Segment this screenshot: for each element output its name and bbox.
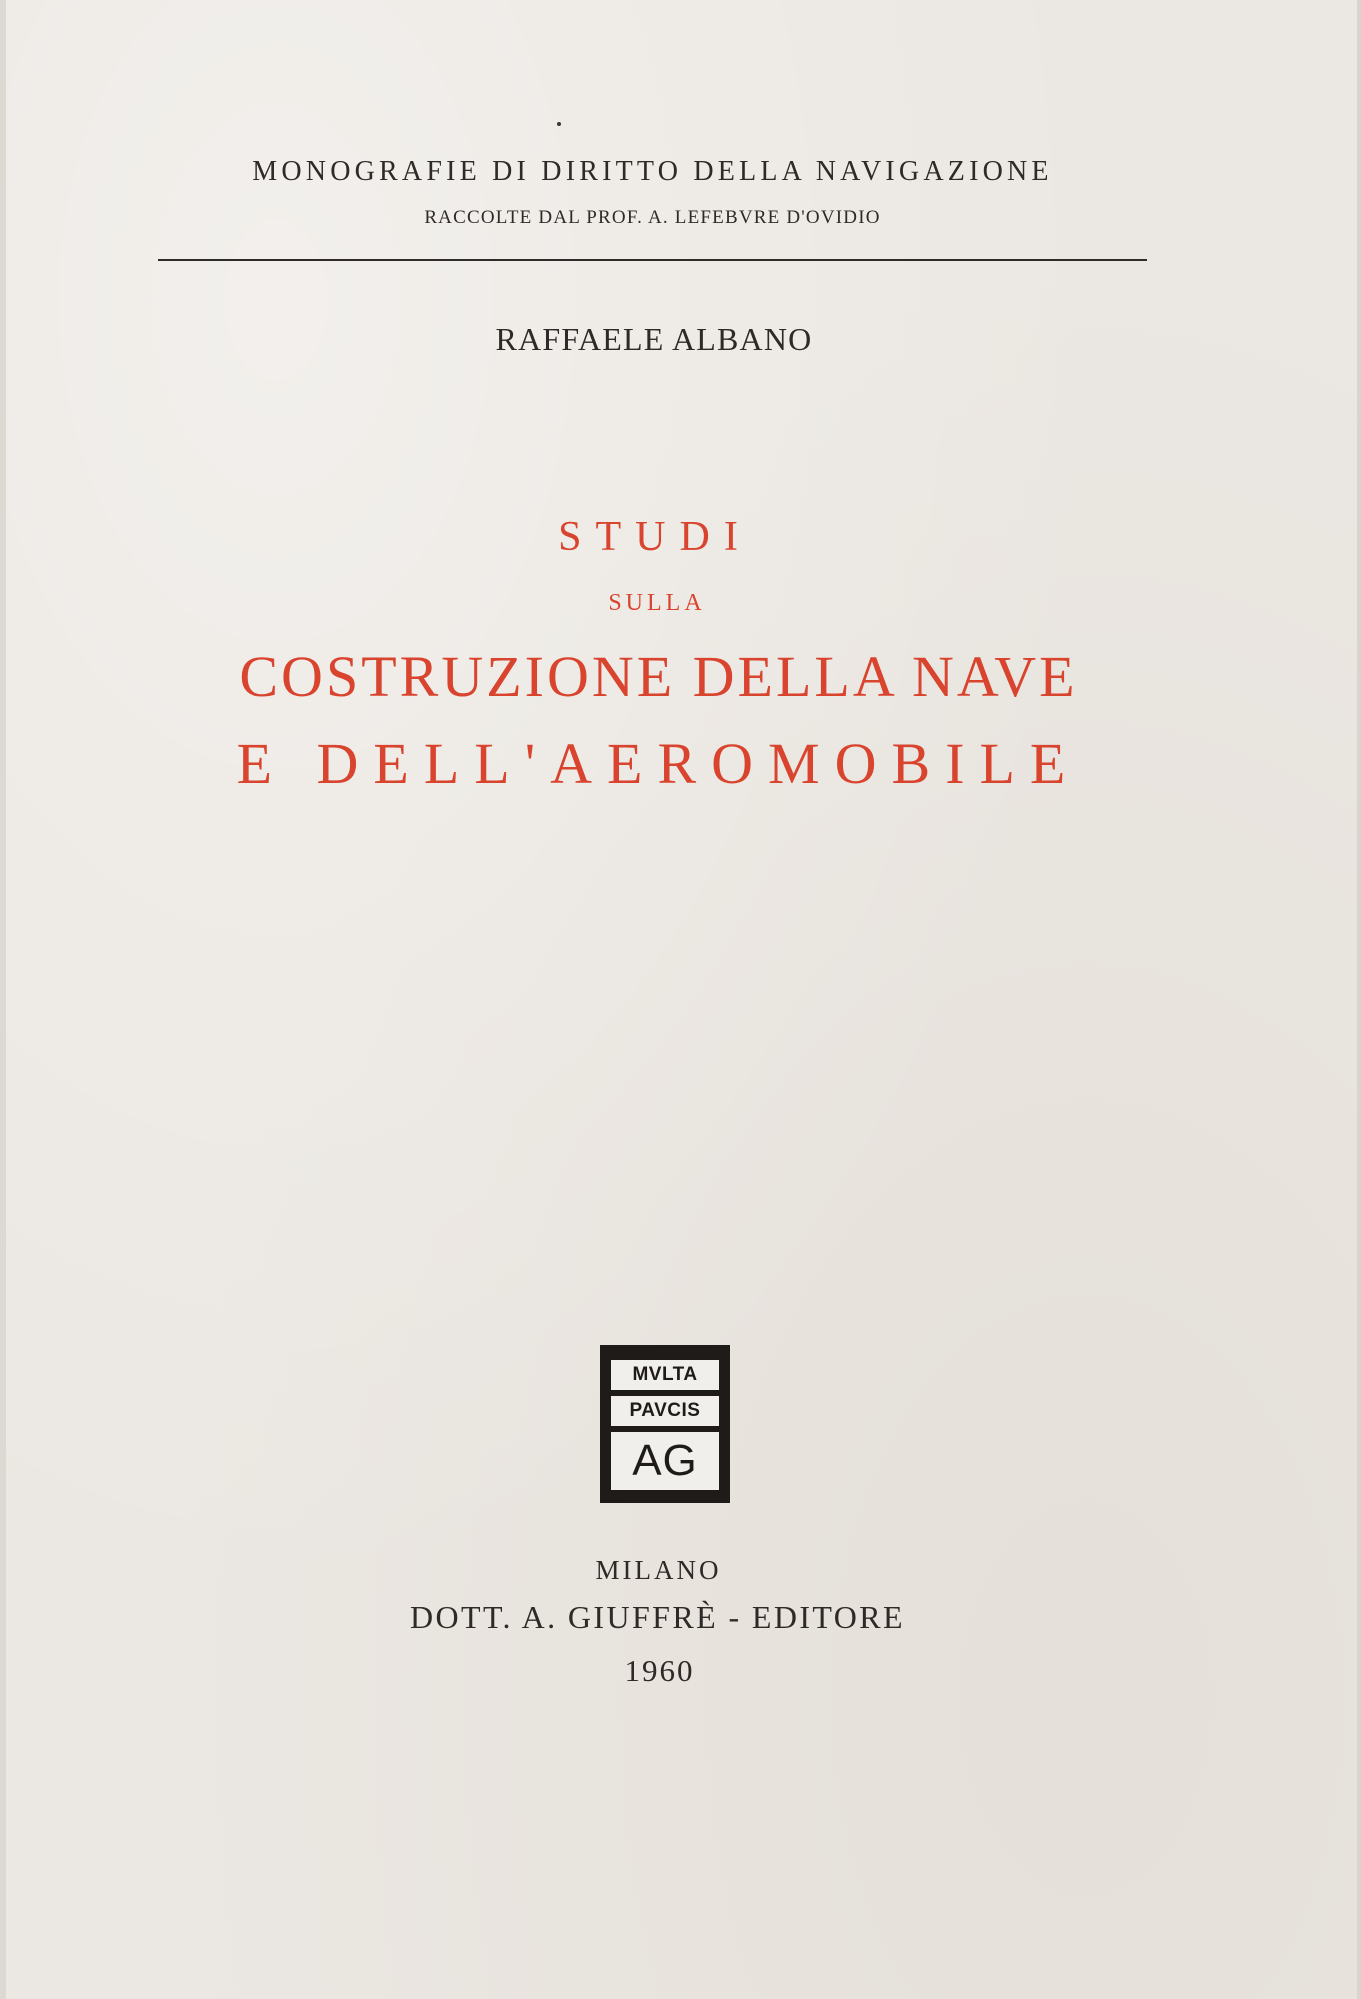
logo-text-ag: AG [611, 1432, 719, 1490]
logo-text-multa: MVLTA [611, 1360, 719, 1390]
imprint-city: MILANO [595, 1555, 722, 1585]
series-title: MONOGRAFIE DI DIRITTO DELLA NAVIGAZIONE [252, 156, 1053, 187]
series-subtitle: RACCOLTE DAL PROF. A. LEFEBVRE D'OVIDIO [424, 207, 881, 228]
ornament-dot [557, 122, 561, 126]
divider-rule [158, 259, 1147, 261]
imprint-publisher: DOTT. A. GIUFFRÈ - EDITORE [410, 1599, 905, 1635]
title-line-4: E DELL'AEROMOBILE [236, 731, 1081, 796]
logo-text-paucis: PAVCIS [611, 1396, 719, 1426]
author-name: RAFFAELE ALBANO [495, 321, 813, 357]
publisher-logo-inner [611, 1360, 719, 1490]
imprint-year: 1960 [624, 1653, 695, 1688]
title-line-2: SULLA [608, 590, 706, 616]
title-line-3: COSTRUZIONE DELLA NAVE [239, 644, 1078, 709]
title-line-1: STUDI [558, 514, 752, 560]
publisher-logo [600, 1345, 730, 1503]
